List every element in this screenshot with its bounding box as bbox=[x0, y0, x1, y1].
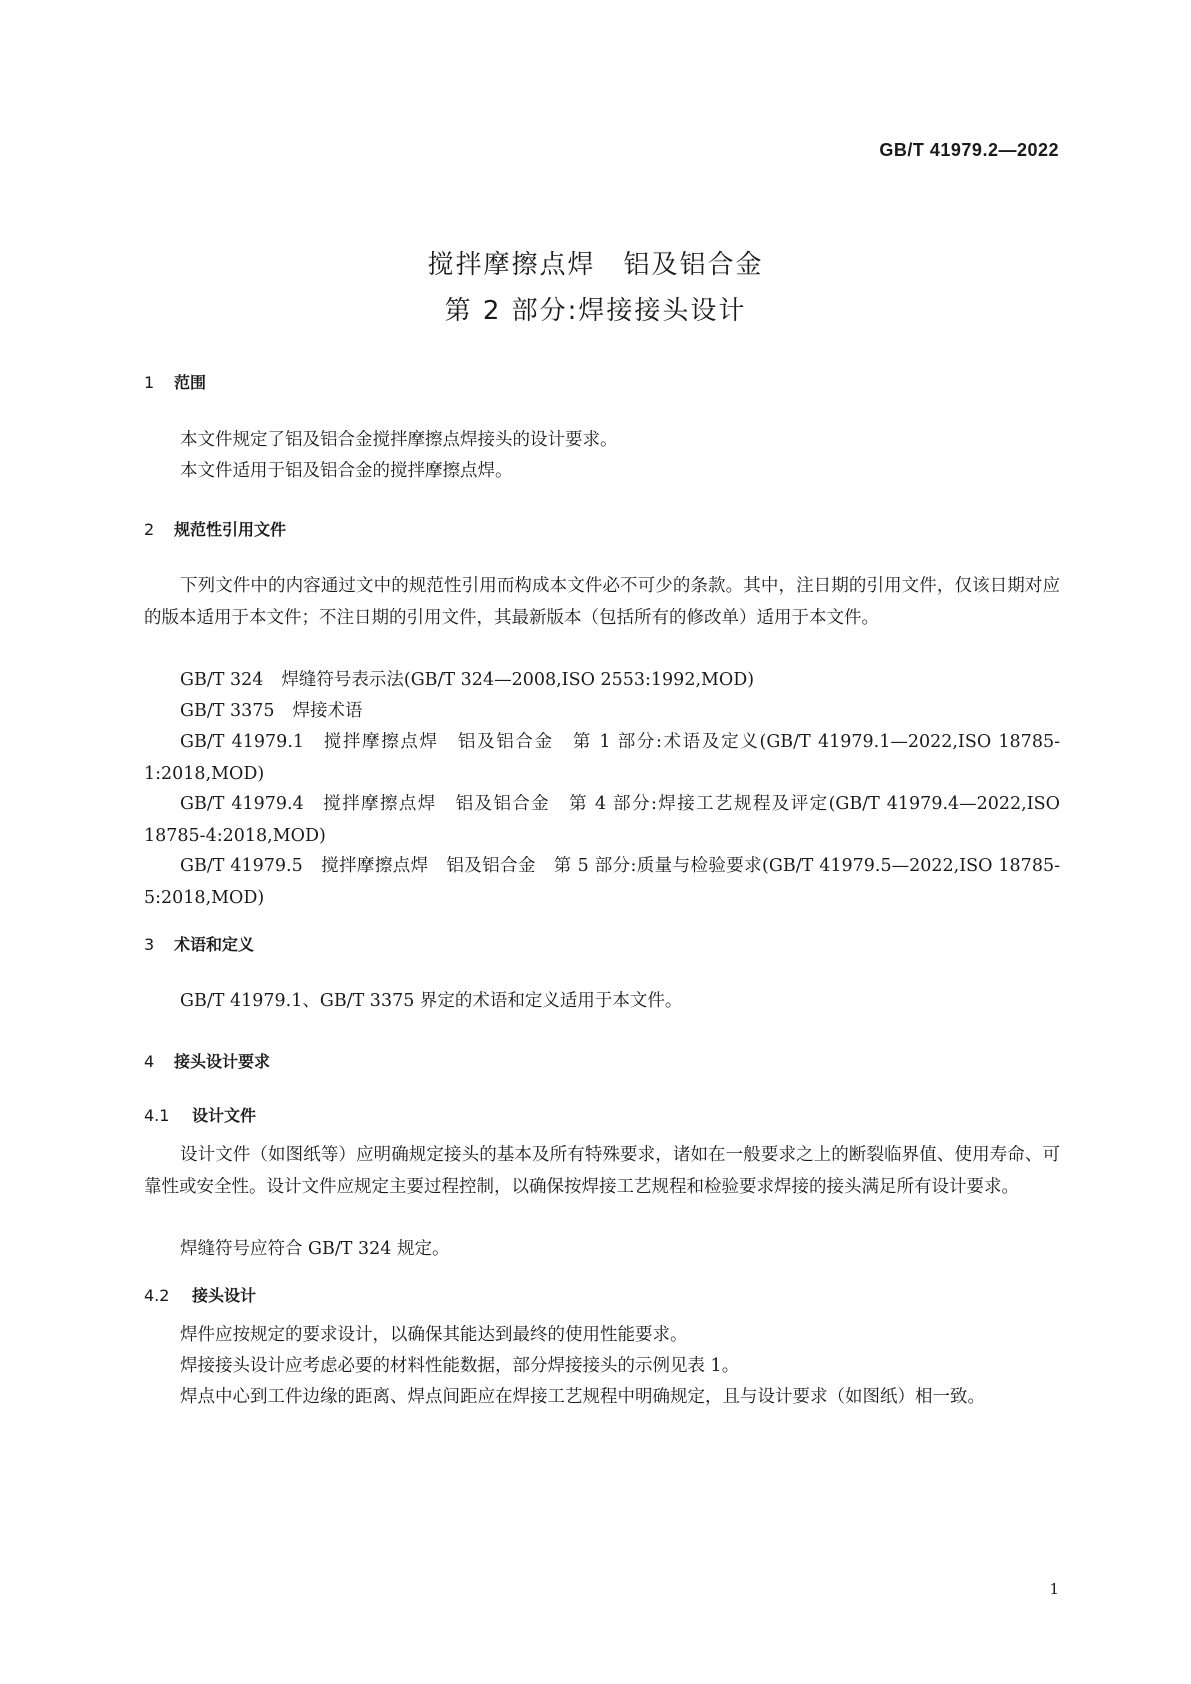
reference-code: GB/T 41979.1 bbox=[180, 732, 305, 752]
paragraph: 设计文件（如图纸等）应明确规定接头的基本及所有特殊要求，诸如在一般要求之上的断裂临界值、使用寿命、可靠性或安全性。设计文件应规定主要过程控制，以确保按焊接工艺规程和检验要求焊接的接头满足所有设计要求。 bbox=[144, 1145, 1060, 1197]
paragraph: 本文件适用于铝及铝合金的搅拌摩擦点焊。 bbox=[180, 461, 513, 481]
paragraph: GB/T 41979.1、GB/T 3375 界定的术语和定义适用于本文件。 bbox=[180, 991, 683, 1011]
section-number: 1 bbox=[144, 373, 155, 392]
reference-code: GB/T 41979.4 bbox=[180, 794, 304, 814]
section-title: 术语和定义 bbox=[174, 935, 255, 954]
section-title: 设计文件 bbox=[192, 1106, 257, 1125]
reference-item bbox=[144, 665, 1060, 697]
section-2-heading bbox=[144, 517, 286, 540]
reference-code: GB/T 41979.5 bbox=[180, 856, 303, 876]
paragraph: 本文件规定了铝及铝合金搅拌摩擦点焊接头的设计要求。 bbox=[180, 430, 618, 450]
paragraph: 焊缝符号应符合 GB/T 324 规定。 bbox=[180, 1239, 450, 1259]
paragraph: 焊点中心到工件边缘的距离、焊点间距应在焊接工艺规程中明确规定，且与设计要求（如图纸）相一致。 bbox=[180, 1387, 985, 1407]
section-1-heading bbox=[144, 370, 206, 393]
section-number: 4.2 bbox=[144, 1286, 170, 1305]
section-4-1-heading bbox=[144, 1103, 256, 1126]
paragraph: 下列文件中的内容通过文中的规范性引用而构成本文件必不可少的条款。其中，注日期的引用文件，仅该日期对应的版本适用于本文件；不注日期的引用文件，其最新版本（包括所有的修改单）适用于本文件。 bbox=[144, 576, 1060, 628]
reference-item bbox=[144, 851, 1060, 914]
reference-title: 焊接术语 bbox=[292, 701, 363, 721]
section-4-2-heading bbox=[144, 1283, 256, 1306]
reference-title: 搅拌摩擦点焊 铝及铝合金 第 5 部分:质量与检验要求(GB/T 41979.5—2022,ISO 18785-5:2018,MOD) bbox=[144, 856, 1060, 908]
section-3-heading bbox=[144, 932, 254, 955]
reference-code: GB/T 3375 bbox=[180, 701, 275, 721]
paragraph: 焊件应按规定的要求设计，以确保其能达到最终的使用性能要求。 bbox=[180, 1325, 688, 1345]
reference-code: GB/T 324 bbox=[180, 670, 264, 690]
section-title: 范围 bbox=[174, 373, 207, 392]
reference-title: 焊缝符号表示法(GB/T 324—2008,ISO 2553:1992,MOD) bbox=[281, 670, 755, 690]
section-number: 2 bbox=[144, 520, 155, 539]
reference-title: 搅拌摩擦点焊 铝及铝合金 第 1 部分:术语及定义(GB/T 41979.1—2022,ISO 18785-1:2018,MOD) bbox=[144, 732, 1060, 784]
reference-title: 搅拌摩擦点焊 铝及铝合金 第 4 部分:焊接工艺规程及评定(GB/T 41979.4—2022,ISO 18785-4:2018,MOD) bbox=[144, 794, 1060, 846]
section-title: 规范性引用文件 bbox=[174, 520, 287, 539]
section-4-heading bbox=[144, 1049, 270, 1072]
paragraph: 焊接接头设计应考虑必要的材料性能数据，部分焊接接头的示例见表 1。 bbox=[180, 1356, 740, 1376]
standard-id: GB/T 41979.2—2022 bbox=[879, 140, 1059, 160]
reference-item bbox=[144, 789, 1060, 852]
reference-item bbox=[144, 727, 1060, 790]
section-title: 接头设计 bbox=[192, 1286, 257, 1305]
reference-item bbox=[144, 696, 1060, 728]
page-number: 1 bbox=[1049, 1580, 1059, 1598]
document-title-line2: 第 2 部分:焊接接头设计 bbox=[444, 296, 747, 326]
section-number: 4 bbox=[144, 1052, 155, 1071]
document-title-line1: 搅拌摩擦点焊 铝及铝合金 bbox=[427, 250, 764, 280]
section-number: 4.1 bbox=[144, 1106, 170, 1125]
section-number: 3 bbox=[144, 935, 155, 954]
section-title: 接头设计要求 bbox=[174, 1052, 271, 1071]
